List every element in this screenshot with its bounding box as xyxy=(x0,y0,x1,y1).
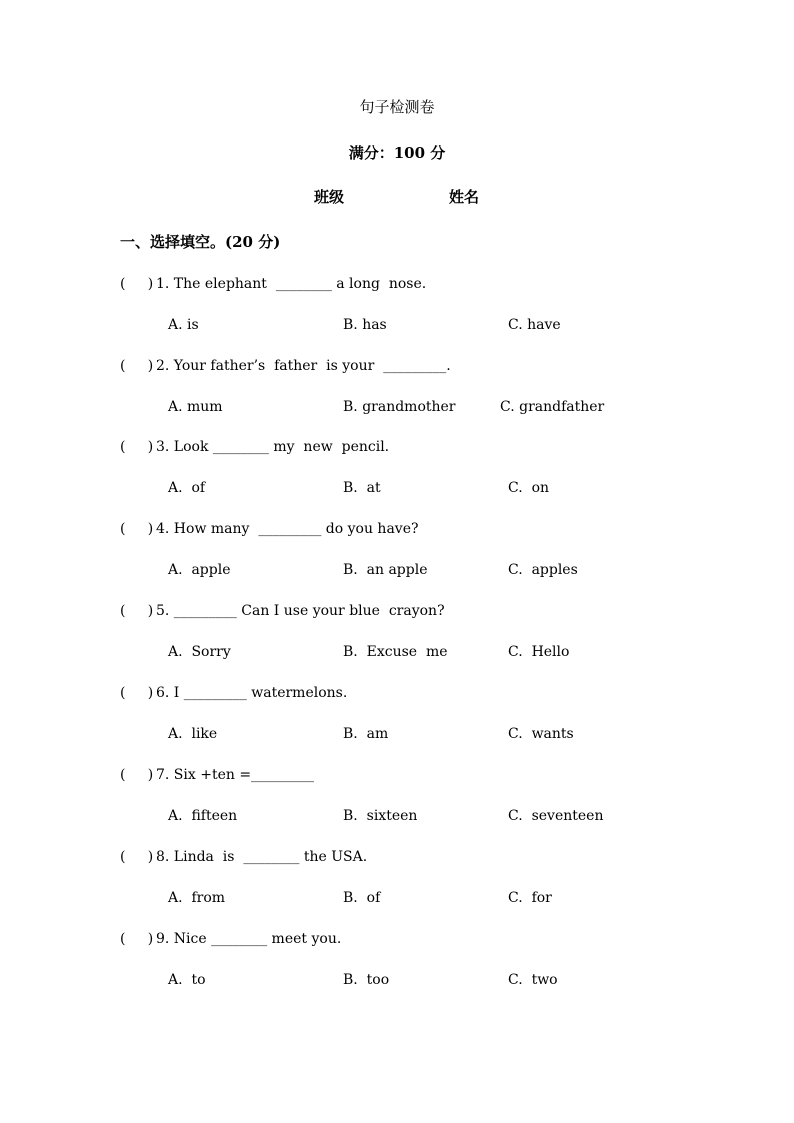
option-b: B. has xyxy=(343,317,387,333)
section-heading: 一、选择填空。(20 分) xyxy=(120,233,281,251)
option-b: B. at xyxy=(343,480,381,496)
option-a: A. from xyxy=(168,890,226,906)
question-stem: 2. Your father’s father is your _________. xyxy=(156,358,451,374)
option-c: C. two xyxy=(508,972,558,988)
answer-blank[interactable]: ( ) xyxy=(120,931,154,947)
option-c: C. apples xyxy=(508,562,578,578)
question-6 xyxy=(120,685,347,701)
option-a: A. to xyxy=(168,972,206,988)
option-b: B. an apple xyxy=(343,562,428,578)
question-5 xyxy=(120,603,445,619)
question-stem: 9. Nice ________ meet you. xyxy=(156,931,342,947)
option-a: A. mum xyxy=(168,399,223,415)
option-b: B. too xyxy=(343,972,390,988)
question-4 xyxy=(120,521,419,537)
answer-blank[interactable]: ( ) xyxy=(120,358,154,374)
answer-blank[interactable]: ( ) xyxy=(120,439,154,455)
option-b: B. am xyxy=(343,726,389,742)
option-a: A. like xyxy=(168,726,218,742)
option-c: C. grandfather xyxy=(500,399,605,415)
option-b: B. of xyxy=(343,890,381,906)
option-b: B. sixteen xyxy=(343,808,418,824)
name-label: 姓名 xyxy=(449,188,480,206)
answer-blank[interactable]: ( ) xyxy=(120,276,154,292)
question-2 xyxy=(120,358,451,374)
question-9 xyxy=(120,931,341,947)
option-a: A. of xyxy=(168,480,206,496)
question-stem: 6. I _________ watermelons. xyxy=(156,685,348,701)
question-stem: 4. How many _________ do you have? xyxy=(156,521,419,537)
option-c: C. for xyxy=(508,890,552,906)
question-1 xyxy=(120,276,426,292)
option-c: C. wants xyxy=(508,726,574,742)
question-stem: 5. _________ Can I use your blue crayon? xyxy=(156,603,445,619)
option-a: A. apple xyxy=(168,562,231,578)
answer-blank[interactable]: ( ) xyxy=(120,767,154,783)
question-stem: 3. Look ________ my new pencil. xyxy=(156,439,390,455)
answer-blank[interactable]: ( ) xyxy=(120,685,154,701)
option-c: C. Hello xyxy=(508,644,570,660)
answer-blank[interactable]: ( ) xyxy=(120,603,154,619)
option-b: B. Excuse me xyxy=(343,644,448,660)
option-b: B. grandmother xyxy=(343,399,456,415)
option-c: C. seventeen xyxy=(508,808,604,824)
option-c: C. have xyxy=(508,317,561,333)
answer-blank[interactable]: ( ) xyxy=(120,521,154,537)
question-stem: 7. Six +ten =_________ xyxy=(156,767,315,783)
answer-blank[interactable]: ( ) xyxy=(120,849,154,865)
option-a: A. fifteen xyxy=(168,808,238,824)
question-3 xyxy=(120,439,389,455)
option-c: C. on xyxy=(508,480,550,496)
question-stem: 1. The elephant ________ a long nose. xyxy=(156,276,427,292)
option-a: A. Sorry xyxy=(168,644,231,660)
page-title: 句子检测卷 xyxy=(359,98,435,116)
class-label: 班级 xyxy=(314,188,345,206)
option-a: A. is xyxy=(168,317,199,333)
total-score: 满分：100 分 xyxy=(348,144,446,162)
question-8 xyxy=(120,849,367,865)
question-7 xyxy=(120,767,314,783)
question-stem: 8. Linda is ________ the USA. xyxy=(156,849,368,865)
